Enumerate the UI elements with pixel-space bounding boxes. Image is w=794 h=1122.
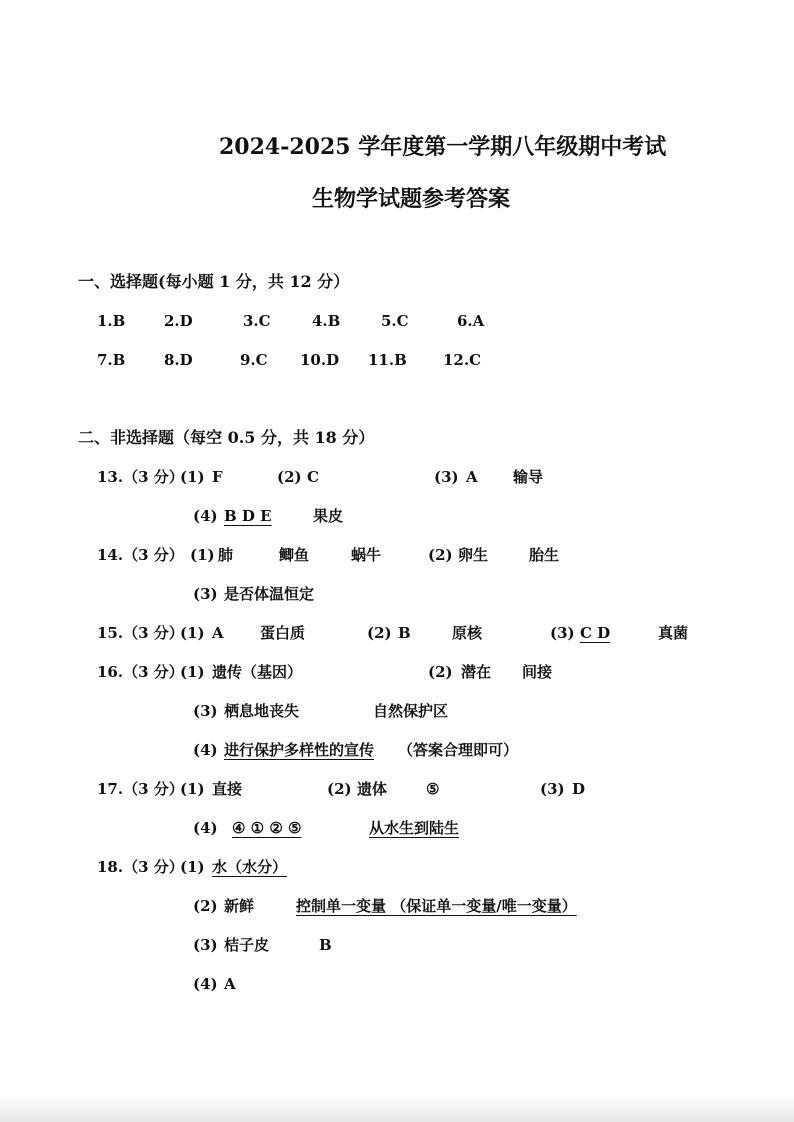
mc-answer-1: 1.B — [97, 312, 126, 330]
q18-part1-answer: 水（水分） — [212, 858, 288, 876]
q16-part1-num: (1) — [180, 663, 205, 681]
mc-answer-12: 12.C — [443, 351, 482, 369]
q17-part4-num: (4) — [193, 819, 218, 837]
q14-part1-answer-c: 蜗牛 — [351, 546, 382, 564]
q16-label: 16.（3 分） — [97, 663, 184, 681]
q13-part1-answer: F — [212, 468, 223, 486]
q13-part2-num: (2) — [277, 468, 302, 486]
mc-answer-2: 2.D — [164, 312, 193, 330]
page-subtitle: 生物学试题参考答案 — [312, 186, 511, 212]
q15-part2-answer-a: B — [398, 624, 411, 642]
mc-answer-6: 6.A — [457, 312, 485, 330]
page-title: 2024-2025 学年度第一学期八年级期中考试 — [219, 134, 667, 160]
mc-answer-5: 5.C — [381, 312, 409, 330]
q15-label: 15.（3 分） — [97, 624, 184, 642]
q17-part1-num: (1) — [180, 780, 205, 798]
q18-part2-answer-b: 控制单一变量 （保证单一变量/唯一变量） — [296, 897, 577, 915]
q16-part3-answer-b: 自然保护区 — [373, 702, 449, 720]
section-2-heading: 二、非选择题（每空 0.5 分，共 18 分） — [78, 428, 375, 447]
q16-part3-answer-a: 栖息地丧失 — [224, 702, 300, 720]
q15-part1-answer-a: A — [212, 624, 224, 642]
mc-answer-9: 9.C — [240, 351, 268, 369]
bottom-page-shadow — [0, 1094, 794, 1122]
q18-label: 18.（3 分） — [97, 858, 184, 876]
mc-answer-8: 8.D — [164, 351, 193, 369]
q16-part3-num: (3) — [193, 702, 218, 720]
q17-part1-answer: 直接 — [212, 780, 243, 798]
q13-part4-answer-2: 果皮 — [313, 507, 344, 525]
q14-part3-num: (3) — [193, 585, 218, 603]
q15-part1-num: (1) — [180, 624, 205, 642]
q16-part2-answer-a: 潜在 — [461, 663, 492, 681]
q17-part2-answer-a: 遗体 — [357, 780, 388, 798]
q15-part3-answer-b: 真菌 — [658, 624, 689, 642]
q15-part2-answer-b: 原核 — [452, 624, 483, 642]
q13-part4-num: (4) — [193, 507, 218, 525]
q17-part4-answer-a: ④ ① ② ⑤ — [232, 819, 302, 837]
q18-part4-answer: A — [224, 975, 236, 993]
q13-part3-num: (3) — [434, 468, 459, 486]
q14-part1-num: (1) — [190, 546, 215, 564]
mc-answer-11: 11.B — [368, 351, 407, 369]
q15-part3-answer-a: C D — [580, 624, 611, 642]
q18-part2-num: (2) — [193, 897, 218, 915]
mc-answer-3: 3.C — [243, 312, 271, 330]
q16-part4-answer: 进行保护多样性的宣传 — [224, 741, 375, 759]
q16-part2-num: (2) — [428, 663, 453, 681]
q14-part1-answer-a: 肺 — [218, 546, 234, 564]
q17-label: 17.（3 分） — [97, 780, 184, 798]
q15-part2-num: (2) — [367, 624, 392, 642]
q18-part4-num: (4) — [193, 975, 218, 993]
q17-part3-num: (3) — [540, 780, 565, 798]
q13-part2-answer: C — [307, 468, 319, 486]
q14-part2-answer-a: 卵生 — [458, 546, 489, 564]
q13-part1-num: (1) — [180, 468, 205, 486]
q17-part2-answer-b: ⑤ — [426, 780, 440, 798]
q14-label: 14.（3 分） — [97, 546, 184, 564]
q16-part2-answer-b: 间接 — [522, 663, 553, 681]
q13-part3-answer: A — [466, 468, 478, 486]
q13-part4-answer: B D E — [224, 507, 272, 525]
mc-answer-7: 7.B — [97, 351, 126, 369]
q17-part3-answer: D — [572, 780, 586, 798]
q18-part3-num: (3) — [193, 936, 218, 954]
q16-part4-note: （答案合理即可） — [398, 741, 519, 759]
q16-part1-answer: 遗传（基因） — [212, 663, 303, 681]
q14-part2-answer-b: 胎生 — [529, 546, 560, 564]
q17-part4-answer-b: 从水生到陆生 — [369, 819, 460, 837]
section-1-heading: 一、选择题(每小题 1 分，共 12 分） — [78, 272, 350, 291]
q16-part4-num: (4) — [193, 741, 218, 759]
q18-part2-answer-a: 新鲜 — [224, 897, 255, 915]
q18-part3-answer-b: B — [319, 936, 332, 954]
q13-part3-answer-2: 输导 — [513, 468, 544, 486]
q17-part2-num: (2) — [327, 780, 352, 798]
mc-answer-10: 10.D — [300, 351, 340, 369]
q14-part2-num: (2) — [428, 546, 453, 564]
q15-part1-answer-b: 蛋白质 — [260, 624, 306, 642]
q18-part3-answer-a: 桔子皮 — [224, 936, 270, 954]
q15-part3-num: (3) — [550, 624, 575, 642]
mc-answer-4: 4.B — [312, 312, 341, 330]
q14-part1-answer-b: 鲫鱼 — [279, 546, 310, 564]
q14-part3-answer: 是否体温恒定 — [224, 585, 315, 603]
q18-part1-num: (1) — [180, 858, 205, 876]
q13-label: 13.（3 分） — [97, 468, 184, 486]
